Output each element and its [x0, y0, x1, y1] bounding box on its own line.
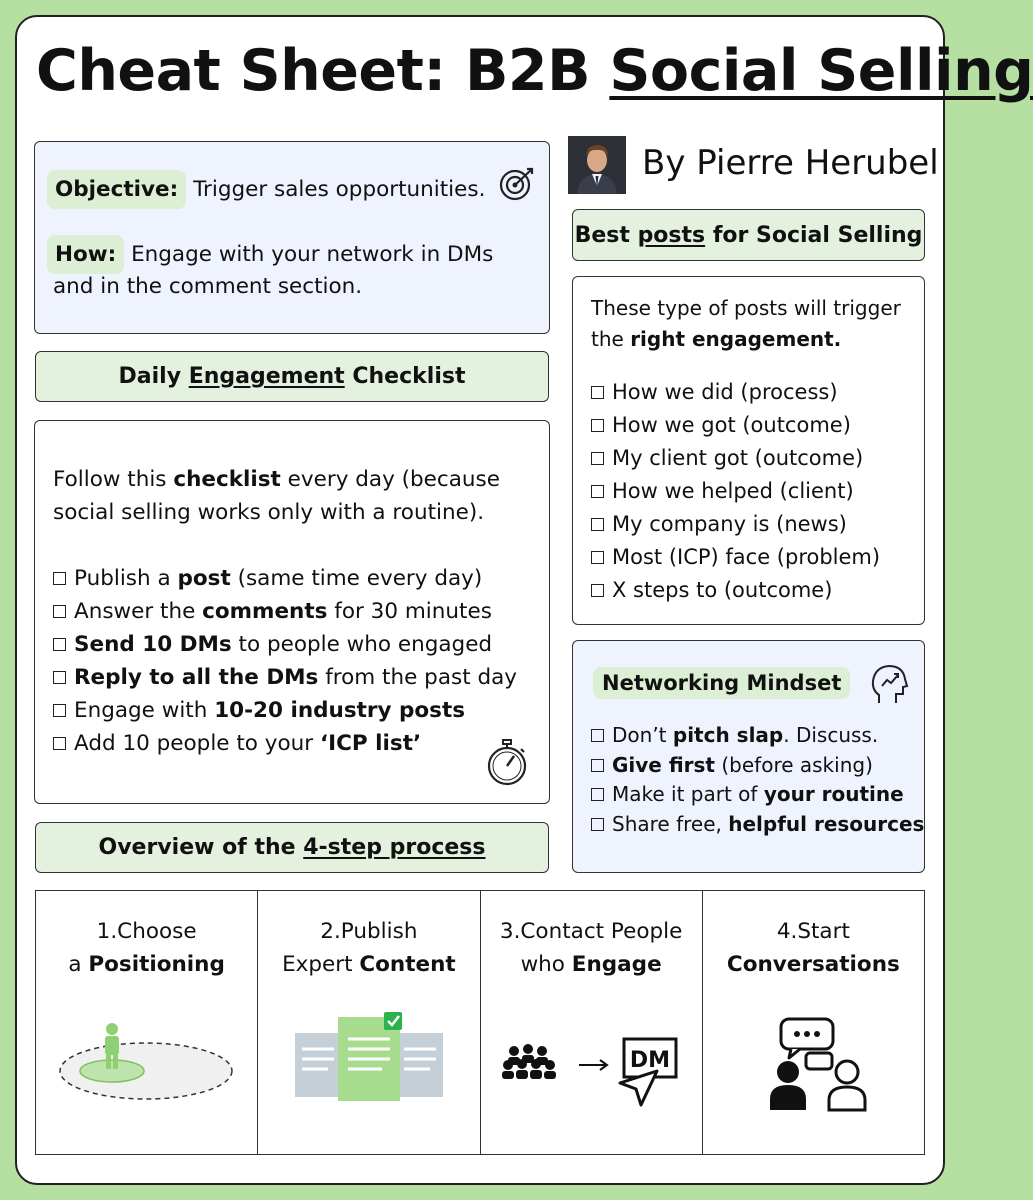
- posts-header-pre: Best: [574, 222, 630, 248]
- checklist-header-underlined: Engagement: [188, 364, 345, 389]
- checkbox-icon: [591, 759, 604, 772]
- step-subtitle: a Positioning: [68, 952, 225, 977]
- step-title: 3.Contact People: [499, 919, 683, 944]
- checkbox-icon: [591, 386, 604, 399]
- post-type-item: My client got (outcome): [591, 442, 880, 475]
- documents-icon: [258, 1009, 480, 1149]
- checklist-item: Publish a post (same time every day): [53, 562, 517, 595]
- checkbox-icon: [53, 605, 66, 618]
- checklist-intro: [53, 463, 500, 496]
- checklist-header: [35, 351, 549, 402]
- step-contact-people: [481, 891, 703, 1154]
- posts-header-underlined: posts: [637, 222, 706, 248]
- checkbox-icon: [591, 452, 604, 465]
- posts-intro-line1: These type of posts will trigger: [591, 296, 901, 320]
- objective-text: Trigger sales opportunities.: [193, 177, 486, 202]
- checkbox-icon: [53, 671, 66, 684]
- checklist-intro-post: every day (because: [280, 467, 500, 492]
- checkbox-icon: [591, 419, 604, 432]
- networking-item: Give first (before asking): [591, 751, 924, 781]
- dm-label: DM: [629, 1048, 670, 1073]
- conversation-icon: [703, 1009, 925, 1149]
- posts-header: [572, 209, 925, 261]
- checklist-item: Engage with 10-20 industry posts: [53, 694, 517, 727]
- checkbox-icon: [53, 572, 66, 585]
- post-type-item: How we helped (client): [591, 475, 880, 508]
- overview-header-underlined: 4-step process: [303, 835, 486, 860]
- objective-label: Objective:: [47, 170, 186, 209]
- posts-intro-pre: the: [591, 327, 631, 351]
- checklist-intro-line2: social selling works only with a routine).: [53, 500, 485, 525]
- checklist-header-post: Checklist: [352, 364, 466, 389]
- step-start-conversations: [703, 891, 924, 1154]
- checklist-item: Reply to all the DMs from the past day: [53, 661, 517, 694]
- checkbox-icon: [53, 638, 66, 651]
- step-title: 1.Choose: [96, 919, 197, 944]
- checklist-intro-bold: checklist: [173, 467, 281, 492]
- networking-label: Networking Mindset: [593, 667, 850, 699]
- post-type-item: How we got (outcome): [591, 409, 880, 442]
- post-type-item: My company is (news): [591, 508, 880, 541]
- post-type-item: X steps to (outcome): [591, 574, 880, 607]
- how-text-line2: and in the comment section.: [53, 274, 363, 299]
- how-text-line1: Engage with your network in DMs: [131, 242, 494, 267]
- author-avatar: [568, 136, 626, 194]
- checkbox-icon: [53, 704, 66, 717]
- networking-item: Share free, helpful resources: [591, 810, 924, 840]
- checklist-item: Answer the comments for 30 minutes: [53, 595, 517, 628]
- step-subtitle: Expert Content: [282, 952, 456, 977]
- posts-header-post: for Social Selling: [712, 222, 923, 248]
- posts-intro-line2: [591, 324, 841, 355]
- step-title: 2.Publish: [320, 919, 418, 944]
- step-positioning: [36, 891, 258, 1154]
- dm-icon: [620, 1039, 676, 1105]
- step-title: 4.Start: [776, 919, 850, 944]
- step-publish-content: [258, 891, 480, 1154]
- process-steps: [35, 890, 925, 1155]
- step-subtitle: Conversations: [726, 952, 900, 977]
- target-icon: [498, 166, 538, 202]
- checkbox-icon: [591, 551, 604, 564]
- checkbox-icon: [591, 584, 604, 597]
- author-portrait-icon: [568, 136, 626, 194]
- posts-items: [591, 376, 880, 607]
- checkbox-icon: [591, 485, 604, 498]
- checkbox-icon: [591, 818, 604, 831]
- posts-box: [572, 276, 925, 625]
- checklist-intro-pre: Follow this: [53, 467, 174, 492]
- post-type-item: Most (ICP) face (problem): [591, 541, 880, 574]
- checkbox-icon: [591, 518, 604, 531]
- crowd-to-dm-icon: [481, 1009, 703, 1149]
- checklist-items: [53, 562, 517, 760]
- how-label: How:: [47, 235, 124, 274]
- positioning-icon: [36, 1009, 258, 1149]
- overview-header: [35, 822, 549, 873]
- post-type-item: How we did (process): [591, 376, 880, 409]
- checkbox-icon: [591, 729, 604, 742]
- networking-item: Make it part of your routine: [591, 780, 924, 810]
- checklist-header-pre: Daily: [118, 364, 182, 389]
- checklist-item: Send 10 DMs to people who engaged: [53, 628, 517, 661]
- page-title: [36, 40, 1033, 103]
- checklist-box: [34, 420, 550, 804]
- title-prefix: Cheat Sheet: B2B: [36, 38, 610, 104]
- step-subtitle: who Engage: [520, 952, 662, 977]
- title-underlined: Social Selling: [609, 38, 1033, 104]
- networking-items: [591, 721, 924, 839]
- networking-box: [572, 640, 925, 873]
- overview-header-pre: Overview of the: [98, 835, 296, 860]
- people-group-icon: [502, 1044, 556, 1079]
- checkbox-icon: [53, 737, 66, 750]
- posts-intro-bold: right engagement.: [630, 327, 842, 351]
- networking-item: Don’t pitch slap. Discuss.: [591, 721, 924, 751]
- stopwatch-icon: [485, 739, 529, 787]
- checkbox-icon: [591, 788, 604, 801]
- objective-box: [34, 141, 550, 334]
- author-name: By Pierre Herubel: [642, 143, 939, 183]
- mind-growth-icon: [869, 663, 909, 705]
- checklist-item: Add 10 people to your ‘ICP list’: [53, 727, 517, 760]
